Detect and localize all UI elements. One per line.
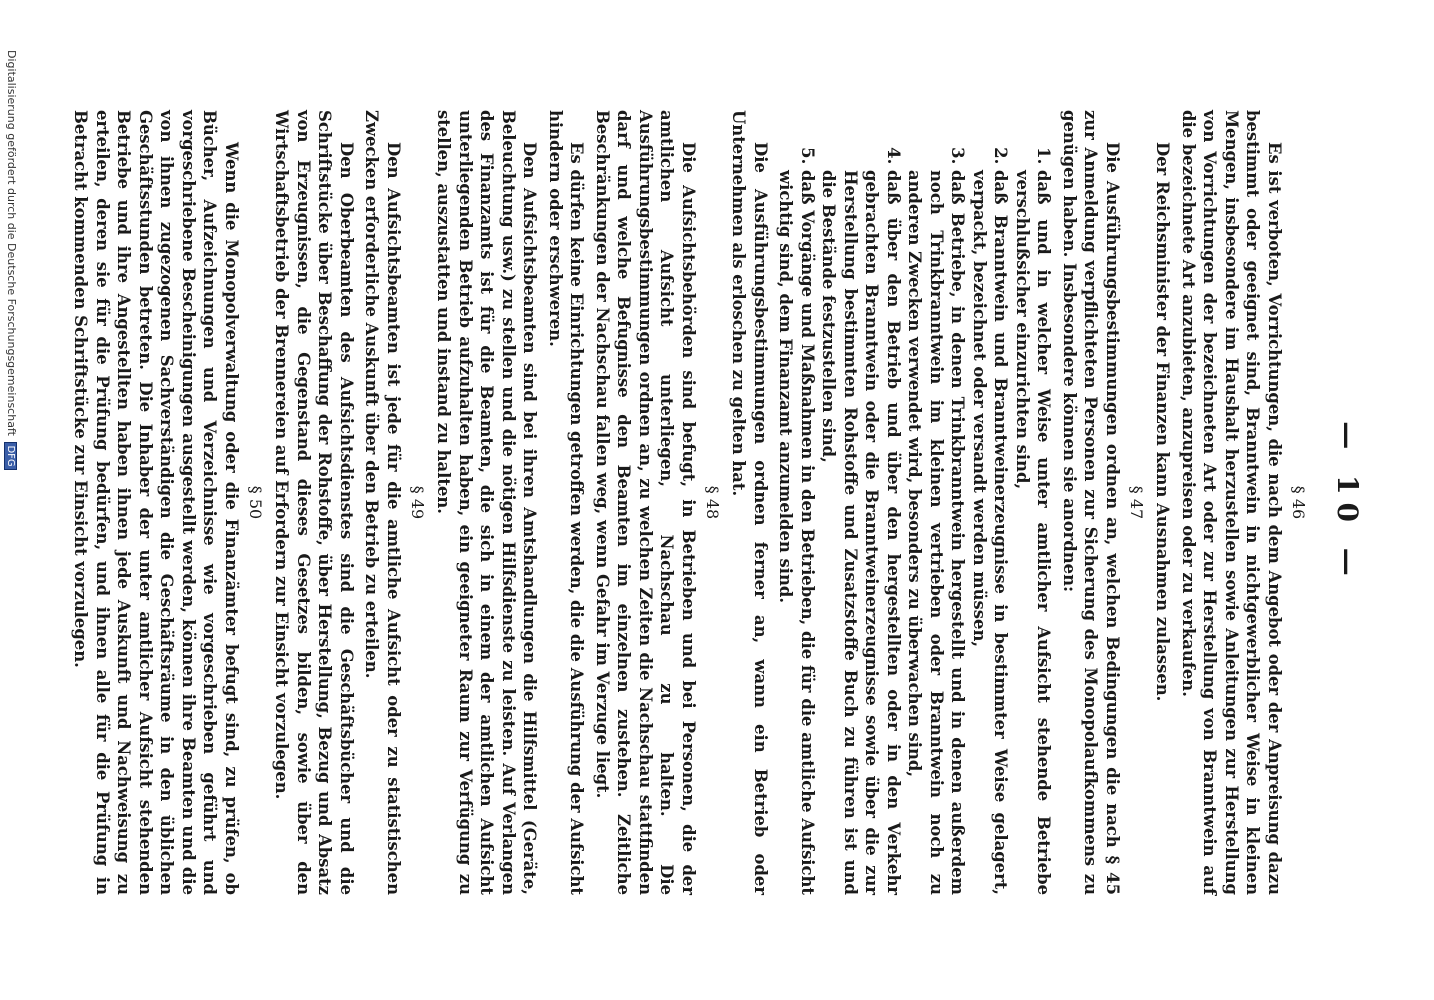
page-number: — 10 — (1331, 421, 1364, 584)
numbered-list (775, 110, 1055, 895)
list-item: 2. daß Branntwein und Branntweinerzeugnisse in bestimmter Weise gelagert, verpackt, bezeichnet oder versandt werden müssen, (969, 170, 1012, 895)
section-title: § 49 (408, 485, 427, 520)
section-47 (728, 110, 1146, 895)
page-header (1314, 110, 1374, 895)
list-item: 1. daß und in welcher Weise unter amtlicher Aufsicht stehende Betriebe verschlußsicher einzurichten sind, (1012, 170, 1055, 895)
section-49 (271, 110, 427, 895)
paragraph: Den Oberbeamten des Aufsichtsdienstes sind die Geschäftsbücher und die Schriftstücke über Beschaffung der Rohstoffe, über Herstellung, Bezug und Absatz von Erzeugnissen, die Gegenstand dieses Gesetzes bilden, sowie über den Wirtschaftsbetrieb der Brennereien auf Erfordern zur Einsicht vorzulegen. (272, 110, 356, 895)
section-title: § 46 (1289, 485, 1308, 520)
list-item: 3. daß Betriebe, in denen Trinkbranntwein hergestellt und in denen außerdem noch Trinkbranntwein im kleinen vertrieben oder Branntwein noch zu anderen Zwecken verwendet wird, besonders zu überwachen sind, (904, 170, 969, 895)
paragraph: Es dürfen keine Einrichtungen getroffen werden, die die Ausführung der Aufsicht hindern oder erschweren. (546, 110, 587, 895)
paragraph: Den Aufsichtsbeamten sind bei ihren Amtshandlungen die Hilfsmittel (Geräte, Beleuchtung usw.) zu stellen und die nötigen Hilfsdienste zu leisten. Auf Verlangen des Finanzamts ist für die Beamten, die sich in einem der amtlichen Aufsicht unterliegenden Betrieb aufzuhalten haben, ein geeigneter Raum zur Verfügung zu stellen, auszustatten und instand zu halten. (434, 110, 540, 895)
section-title: § 50 (246, 485, 265, 520)
credit-text: Digitalisierung gefördert durch die Deutsche Forschungsgemeinschaft (5, 50, 18, 436)
section-title: § 47 (1127, 485, 1146, 520)
digitization-credit (4, 50, 18, 470)
paragraph: Wenn die Monopolverwaltung oder die Finanzämter befugt sind, zu prüfen, ob Bücher, Aufzeichnungen und Verzeichnisse wie vorgeschrieben geführt und vorgeschriebene Bescheinigungen ausgestellt werden, können ihre Beamten und die von ihnen zugezogenen Sachverständigen die Geschäftsräume in den üblichen Geschäftsstunden betreten. Die Inhaber der unter amtlicher Aufsicht stehenden Betriebe und ihre Angestellten haben ihnen jede Auskunft und Nachweisung zu erteilen, deren sie für die Prüfung bedürfen, und ihnen alle für die Prüfung in Betracht kommenden Schriftstücke zur Einsicht vorzulegen. (71, 110, 241, 895)
dfg-logo-icon: DFG (4, 442, 17, 469)
paragraph: Es ist verboten, Vorrichtungen, die nach dem Angebot oder der Anpreisung dazu bestimmt oder geeignet sind, Branntwein in nichtgewerblicher Weise in kleinen Mengen, insbesondere im Haushalt herzustellen sowie Anleitungen zur Herstellung von Vorrichtungen der bezeichneten Art oder zur Herstellung von Branntwein auf die bezeichnete Art anzubieten, anzupreisen oder zu verkaufen. (1179, 110, 1284, 895)
paragraph: Die Ausführungsbestimmungen ordnen ferner an, wann ein Betrieb oder Unternehmen als erloschen zu gelten hat. (729, 110, 770, 895)
page-content (66, 110, 1374, 895)
list-item: 4. daß über den Betrieb und über den hergestellten oder in den Verkehr gebrachten Branntwein oder die Branntweinerzeugnisse sowie über die zur Herstellung bestimmten Rohstoffe und Zusatzstoffe Buch zu führen ist und die Bestände festzustellen sind, (818, 170, 904, 895)
section-title: § 48 (703, 485, 722, 520)
section-50 (70, 110, 265, 895)
paragraph: Den Aufsichtsbeamten ist jede für die amtliche Aufsicht oder zu statistischen Zwecken erforderliche Auskunft über den Betrieb zu erteilen. (362, 110, 403, 895)
list-item: 5. daß Vorgänge und Maßnahmen in den Betrieben, die für die amtliche Aufsicht wichtig sind, dem Finanzamt anzumelden sind. (775, 170, 818, 895)
section-46 (1152, 110, 1308, 895)
paragraph: Die Aufsichtsbehörden sind befugt, in Betrieben und bei Personen, die der amtlichen Aufsicht unterliegen, Nachschau zu halten. Die Ausführungsbestimmungen ordnen an, zu welchen Zeiten die Nachschau stattfinden darf und welche Befugnisse den Beamten im einzelnen zustehen. Zeitliche Beschränkungen der Nachschau fallen weg, wenn Gefahr im Verzuge liegt. (593, 110, 698, 895)
section-48 (433, 110, 722, 895)
paragraph: Der Reichsminister der Finanzen kann Ausnahmen zulassen. (1153, 142, 1173, 702)
paragraph: Die Ausführungsbestimmungen ordnen an, welchen Bedingungen die nach § 45 zur Anmeldung verpflichteten Personen zur Sicherung des Monopolaufkommens zu genügen haben. Insbesondere können sie anordnen: (1060, 110, 1122, 895)
